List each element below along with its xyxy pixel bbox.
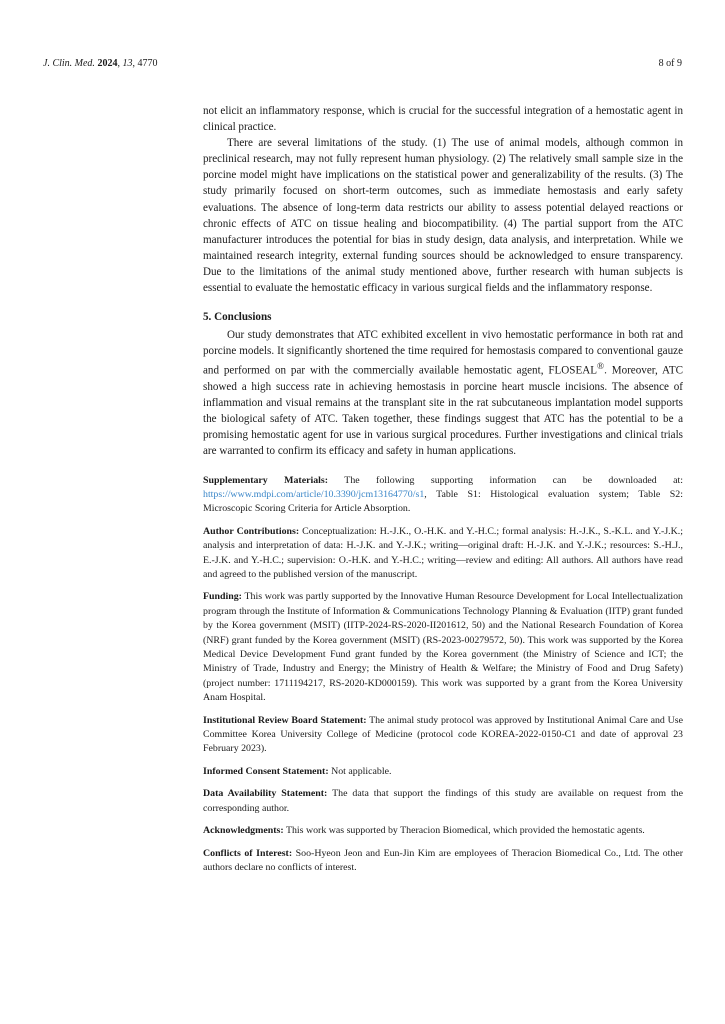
page-number: 8 of 9 — [658, 58, 682, 69]
section-heading-conclusions: 5. Conclusions — [203, 311, 272, 324]
article-body — [203, 103, 683, 883]
author-contributions: Author Contributions: Conceptualization: H.-J.K., O.-H.K. and Y.-H.C.; formal analysis: H.-J.K., S.-K.L. and Y.-J.K.; analysis and interpretation of data: H.-J.K. and Y.-J.K.; writing—original draft: H.-J.K. and Y.-J.K.; resources: S.-H.J., E.-J.K. and Y.-H.C.; supervision: O.-H.K. and Y.-H.C.; writing—review and editing: All authors. All authors have read and agreed to the published version of the manuscript. — [203, 525, 683, 580]
funding-statement: Funding: This work was partly supported by the Innovative Human Resource Development for Local Intellectualization program through the Institute of Information & Communications Technology Planning & Evaluation (IITP) grant funded by the Korea government (MSIT) (IITP-2024-RS-2020-II201612, 50) and the National Research Foundation of Korea (NRF) grant funded by the Korea government (MSIT) (RS-2023-00279572, 50). This work was supported by the Korea Medical Device Development Fund grant funded by the Korea government (the Ministry of Science and ICT; the Ministry of Trade, Industry and Energy; the Ministry of Health & Welfare; the Ministry of Food and Drug Safety) (project number: 1711194217, RS-2020-KD000159). This work was supported by a grant from the Korea University Anam Hospital. — [203, 591, 683, 704]
irb-statement: Institutional Review Board Statement: The animal study protocol was approved by Institutional Animal Care and Use Committee Korea University College of Medicine (protocol code KOREA-2022-0150-C1 and date of approval 23 February 2023). — [203, 714, 683, 755]
back-matter — [203, 474, 683, 876]
journal-citation: J. Clin. Med. 2024, 13, 4770 — [43, 58, 158, 69]
supplementary-materials: Supplementary Materials: The following supporting information can be downloaded at: https://www.mdpi.com/article/10.3390/jcm13164770/s1, Table S1: Histological evaluation system; Table S2: Microscopic Scoring Criteria for Article Absorption. — [203, 474, 683, 515]
conclusions-paragraph: Our study demonstrates that ATC exhibited excellent in vivo hemostatic performance in both rat and porcine models. It significantly shortened the time required for hemostasis compared to conventional gauze and performed on par with the commercially available hemostatic agent, FLOSEAL®. Moreover, ATC showed a high success rate in achieving hemostasis in porcine heart muscle incisions. The absence of inflammation and visual remains at the transplant site in the rat subcutaneous implantation model supports the biological safety of ATC. Taken together, these findings suggest that ATC has the potential to be a promising hemostatic agent for use in various surgical procedures. Further investigations and clinical trials are warranted to confirm its efficacy and safety in human applications. — [203, 329, 683, 458]
running-header — [43, 58, 682, 72]
discussion-paragraph-continuation: not elicit an inflammatory response, which is crucial for the successful integration of a hemostatic agent in clinical practice. — [203, 105, 683, 134]
acknowledgments: Acknowledgments: This work was supported by Theracion Biomedical, which provided the hemostatic agents. — [203, 825, 645, 837]
registered-mark: ® — [597, 362, 605, 373]
supplementary-link[interactable]: https://www.mdpi.com/article/10.3390/jcm13164770/s1 — [203, 488, 425, 500]
informed-consent-statement: Informed Consent Statement: Not applicable. — [203, 765, 392, 777]
conflicts-of-interest: Conflicts of Interest: Soo-Hyeon Jeon and Eun-Jin Kim are employees of Theracion Biomedical Co., Ltd. The other authors declare no conflicts of interest. — [203, 847, 684, 873]
discussion-paragraph-limitations: There are several limitations of the study. (1) The use of animal models, although common in preclinical research, may not fully represent human physiology. (2) The relatively small sample size in the porcine model might have implications on the statistical power and generalizability of the results. (3) The study primarily focused on short-term outcomes, such as immediate hemostasis and early safety evaluations. The absence of long-term data restricts our ability to assess potential delayed reactions or chronic effects of ATC on tissue healing and biocompatibility. (4) The partial support from the ATC manufacturer introduces the potential for bias in study design, data analysis, and interpretation. While we maintained research integrity, external funding sources should be acknowledged to ensure transparency. Due to the limitations of the animal study mentioned above, further research with human subjects is essential to evaluate the hemostatic efficacy in various surgical fields and the inflammatory response. — [203, 137, 683, 295]
data-availability-statement: Data Availability Statement: The data that support the findings of this study are available on request from the corresponding author. — [203, 788, 684, 814]
